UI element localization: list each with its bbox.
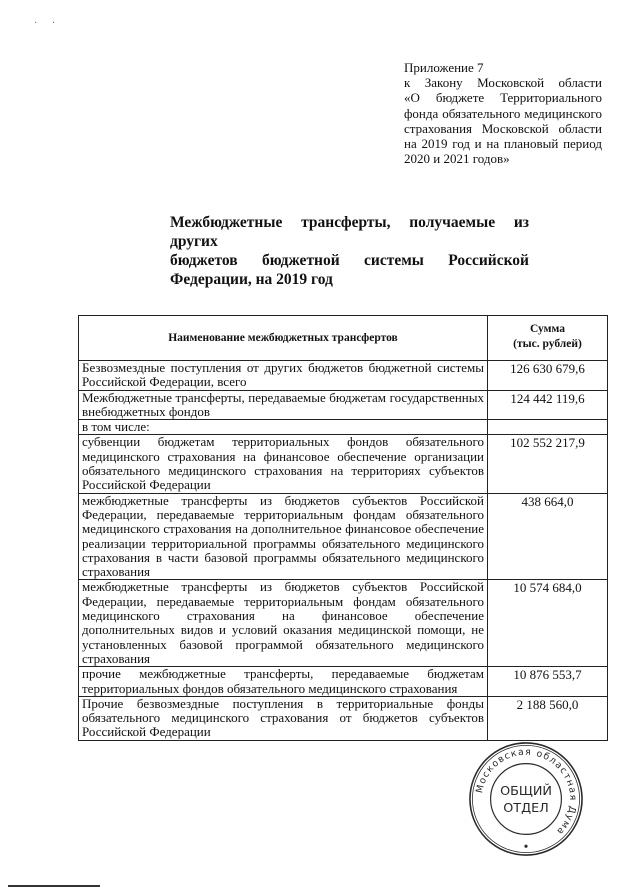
row-name: в том числе: [79, 420, 488, 435]
title-line: Межбюджетные трансферты, получаемые из других [170, 214, 529, 250]
scan-edge-line [8, 885, 100, 887]
table-row [79, 361, 608, 391]
table-header-row [79, 316, 608, 361]
column-header-name: Наименование межбюджетных трансфертов [79, 316, 488, 361]
appendix-number: Приложение 7 [404, 60, 484, 75]
appendix-line: к Закону Московской области [404, 75, 602, 91]
table-row [79, 580, 608, 667]
appendix-line: фонда обязательного медицинского [404, 105, 602, 121]
row-amount: 126 630 679,6 [488, 361, 608, 391]
row-amount: 10 876 553,7 [488, 667, 608, 697]
row-amount: 102 552 217,9 [488, 435, 608, 493]
table-row [79, 420, 608, 435]
table-row [79, 435, 608, 493]
row-name: межбюджетные трансферты из бюджетов субъектов Российской Федерации, передаваемые территориальным фондам обязательного медицинского страхования на дополнительное финансовое обеспечение реализации территориальной программы обязательного медицинского страхования в части базовой программы обязательного медицинского страхования [79, 493, 488, 580]
table-row [79, 390, 608, 420]
table-row [79, 696, 608, 740]
appendix-line: страхования Московской области [404, 120, 602, 136]
appendix-header [404, 60, 602, 166]
transfers-table [78, 315, 608, 741]
stamp-ring-text: Московская областная Дума [474, 746, 579, 838]
table-row [79, 493, 608, 580]
column-header-sum [488, 316, 608, 361]
row-name: межбюджетные трансферты из бюджетов субъектов Российской Федерации, передаваемые территориальным фондам обязательного медицинского страхования на финансовое обеспечение дополнительных видов и условий оказания медицинской помощи, не установленных базовой программой обязательного медицинского страхования [79, 580, 488, 667]
title-line: бюджетов бюджетной системы Российской [170, 252, 529, 269]
appendix-line: 2020 и 2021 годов» [404, 151, 510, 167]
stamp-dot [524, 845, 527, 848]
appendix-line: «О бюджете Территориального [404, 90, 602, 106]
row-amount: 10 574 684,0 [488, 580, 608, 667]
column-header-sum-title: Сумма [530, 323, 565, 335]
stamp-text-line2: ОТДЕЛ [503, 800, 549, 816]
row-amount: 2 188 560,0 [488, 696, 608, 740]
row-amount: 124 442 119,6 [488, 390, 608, 420]
row-amount: 438 664,0 [488, 493, 608, 580]
row-name: Безвозмездные поступления от других бюджетов бюджетной системы Российской Федерации, всего [79, 361, 488, 391]
document-title [170, 213, 529, 289]
scan-speck: · · [34, 18, 62, 29]
title-line: Федерации, на 2019 год [170, 271, 333, 288]
row-name: Прочие безвозмездные поступления в территориальные фонды обязательного медицинского страхования от бюджетов субъектов Российской Федерации [79, 696, 488, 740]
row-name: Межбюджетные трансферты, передаваемые бюджетам государственных внебюджетных фондов [79, 390, 488, 420]
table-row [79, 667, 608, 697]
column-header-sum-unit: (тыс. рублей) [513, 338, 582, 350]
row-amount [488, 420, 608, 435]
stamp-text-line1: ОБЩИЙ [500, 784, 552, 800]
appendix-line: на 2019 год и на плановый период [404, 136, 602, 152]
row-name: субвенции бюджетам территориальных фондов обязательного медицинского страхования на финансовое обеспечение организации обязательного медицинского страхования на территориях субъектов Российской Федерации [79, 435, 488, 493]
official-stamp [467, 740, 585, 858]
row-name: прочие межбюджетные трансферты, передаваемые бюджетам территориальных фондов обязательного медицинского страхования [79, 667, 488, 697]
